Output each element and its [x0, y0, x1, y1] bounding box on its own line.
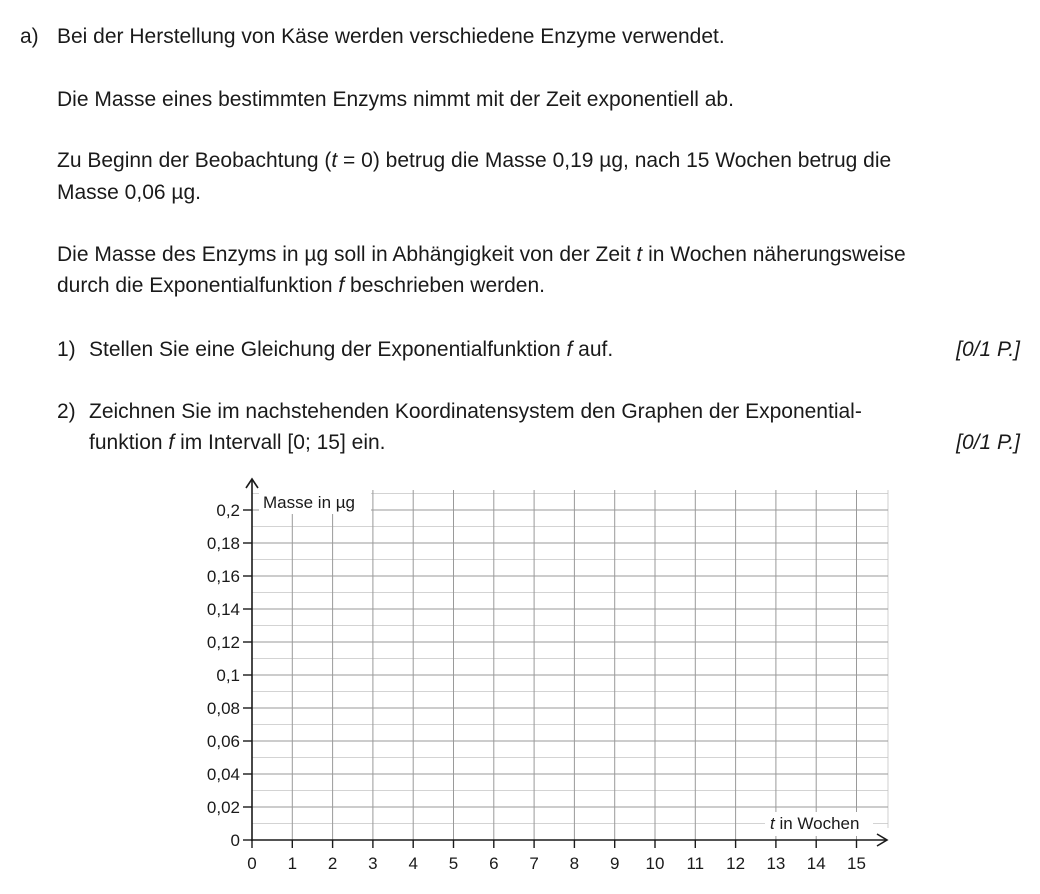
st2-text-a: funktion [89, 431, 169, 454]
x-tick-label: 12 [726, 854, 746, 873]
p2-text-a: Zu Beginn der Beobachtung ( [57, 149, 332, 172]
p3-var-t: t [636, 243, 643, 266]
x-axis-label [770, 814, 859, 833]
y-tick-label: 0,06 [206, 732, 240, 751]
x-tick-label: 5 [448, 854, 459, 873]
x-tick-label: 13 [766, 854, 786, 873]
subtask-1-points: [0/1 P.] [956, 338, 1020, 361]
axes [246, 479, 887, 846]
y-tick-label: 0,12 [206, 633, 240, 652]
x-axis-label-rest: in Wochen [774, 814, 860, 833]
x-tick-label: 10 [645, 854, 665, 873]
st2-text-b: im Intervall [0; 15] ein. [174, 431, 386, 454]
x-tick-label: 4 [408, 854, 418, 873]
y-tick-label: 0,1 [216, 666, 240, 685]
y-axis-label: Masse in µg [263, 493, 355, 512]
y-tick-label: 0 [230, 831, 240, 850]
y-tick-label: 0,2 [216, 501, 240, 520]
x-axis-label-var: t [770, 814, 775, 833]
y-tick-label: 0,02 [206, 798, 240, 817]
x-tick-label: 14 [806, 854, 826, 873]
x-tick-label: 8 [569, 854, 580, 873]
p2-text-b: = 0) betrug die Masse 0,19 µg, nach 15 Wochen betrug die [337, 149, 892, 172]
x-tick-label: 11 [686, 854, 705, 873]
minor-grid [252, 490, 888, 828]
p3l2-var-f: f [338, 274, 345, 297]
x-tick-label: 9 [609, 854, 620, 873]
x-tick-label: 3 [368, 854, 378, 873]
ticks [243, 510, 857, 848]
st1-text-b: auf. [572, 338, 614, 361]
task-paragraph-1: Die Masse eines bestimmten Enzyms nimmt mit der Zeit exponentiell ab. [57, 88, 734, 111]
y-tick-label: 0,04 [206, 765, 240, 784]
y-tick-label: 0,18 [206, 534, 240, 553]
y-tick-label: 0,14 [206, 600, 240, 619]
p3-text-a: Die Masse des Enzyms in µg soll in Abhängigkeit von der Zeit [57, 243, 637, 266]
task-label: a) [20, 25, 39, 48]
subtask-2-number: 2) [57, 400, 76, 423]
st1-var-f: f [566, 338, 573, 361]
p3-text-b: in Wochen näherungsweise [642, 243, 906, 266]
x-tick-label: 1 [287, 854, 298, 873]
x-tick-label: 0 [247, 854, 257, 873]
p3l2-text-a: durch die Exponentialfunktion [57, 274, 339, 297]
subtask-1-number: 1) [57, 338, 76, 361]
subtask-2-line-1: Zeichnen Sie im nachstehenden Koordinatensystem den Graphen der Exponential- [89, 400, 862, 423]
major-grid [252, 490, 888, 840]
x-tick-label: 7 [529, 854, 539, 873]
st1-text-a: Stellen Sie eine Gleichung der Exponentialfunktion [89, 338, 567, 361]
y-tick-label: 0,16 [206, 567, 240, 586]
subtask-2-points: [0/1 P.] [956, 431, 1020, 454]
p3l2-text-b: beschrieben werden. [344, 274, 545, 297]
st2-var-f: f [168, 431, 175, 454]
x-tick-label: 15 [847, 854, 866, 873]
y-tick-label: 0,08 [206, 699, 240, 718]
task-paragraph-2-line-2: Masse 0,06 µg. [57, 181, 202, 204]
task-intro: Bei der Herstellung von Käse werden verschiedene Enzyme verwendet. [57, 25, 725, 48]
x-tick-label: 6 [489, 854, 499, 873]
x-tick-label: 2 [327, 854, 338, 873]
p2-var-t: t [331, 149, 338, 172]
